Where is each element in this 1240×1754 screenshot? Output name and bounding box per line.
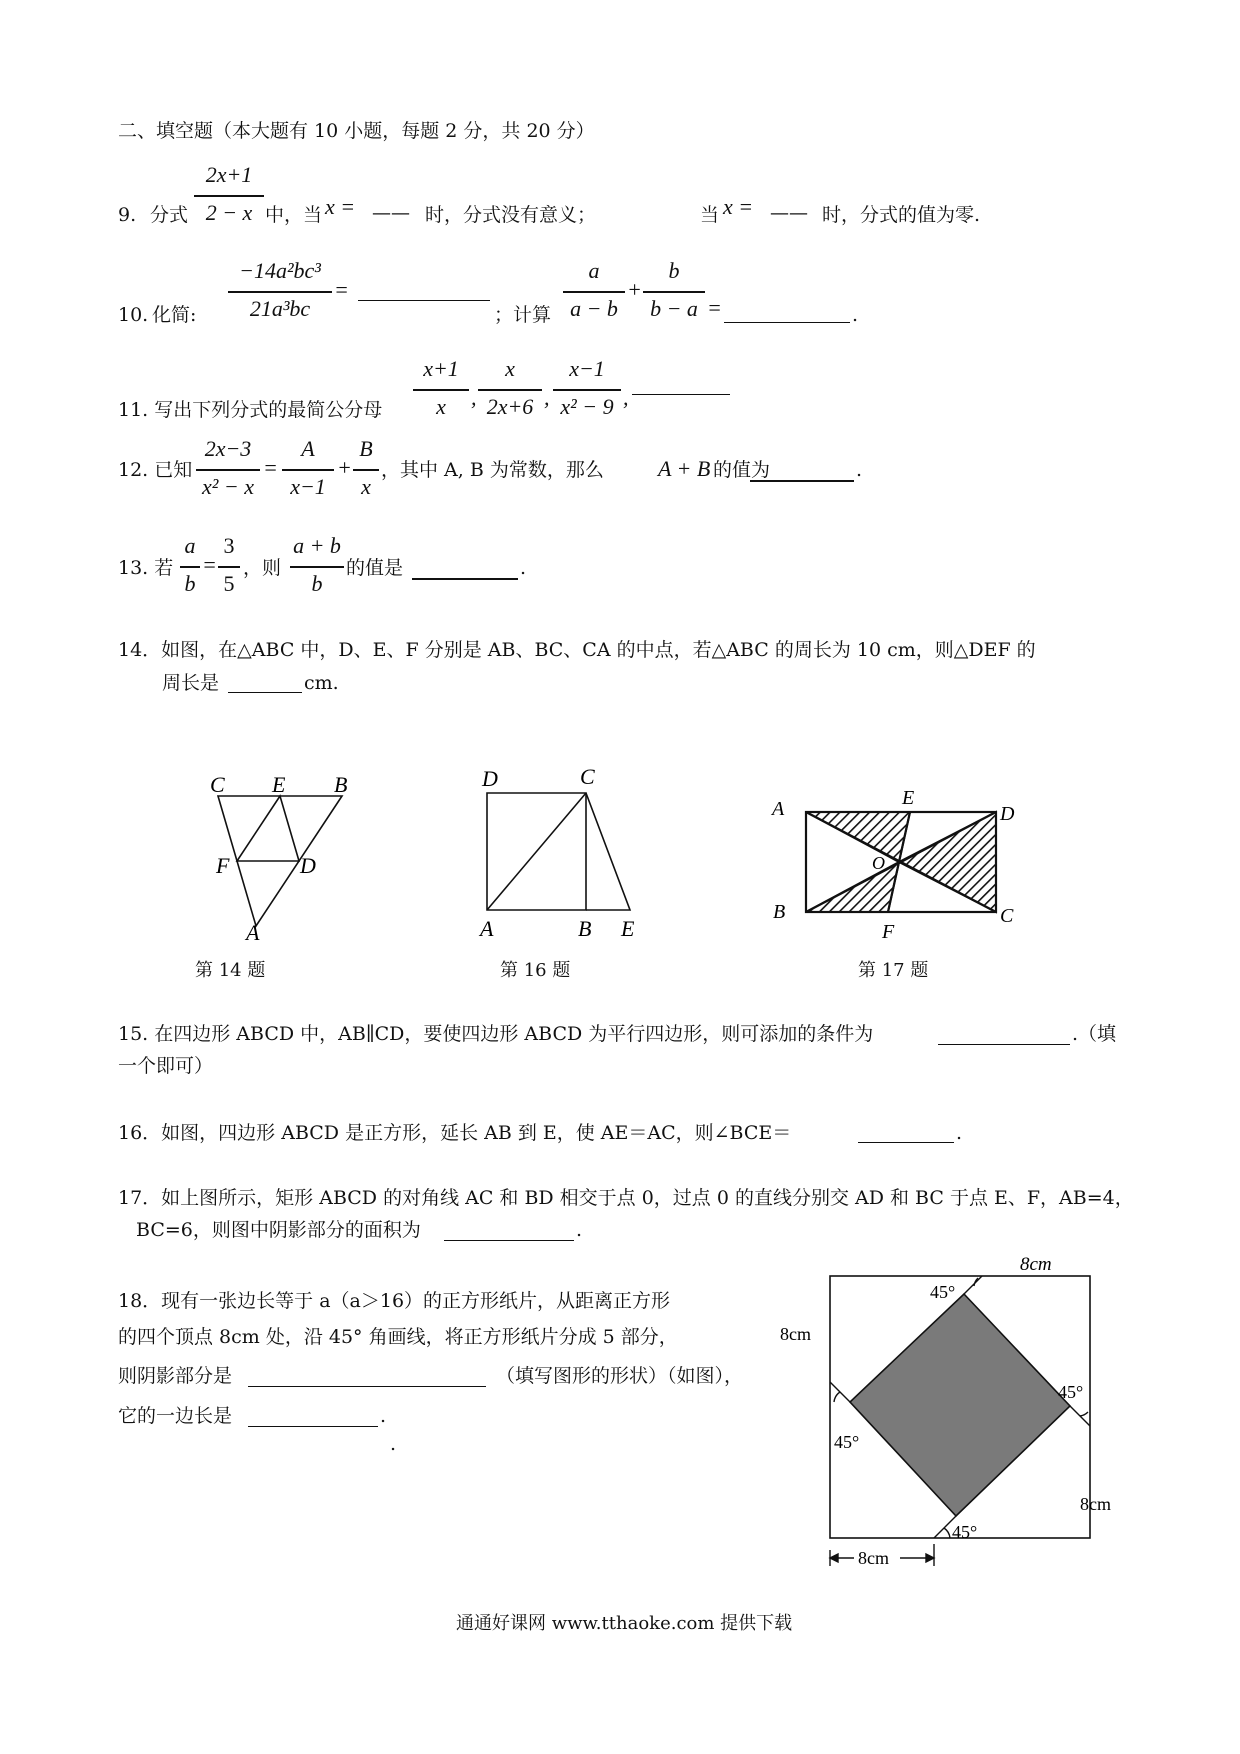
q13-text-2: 的值是	[346, 557, 404, 579]
section-title: 二、填空题（本大题有 10 小题，每题 2 分，共 20 分）	[118, 120, 595, 142]
q16-blank	[858, 1142, 954, 1143]
figure-16-square	[478, 760, 658, 940]
q16-text: 16．如图，四边形 ABCD 是正方形，延长 AB 到 E，使 AE＝AC，则∠BCE＝	[118, 1122, 792, 1144]
q13-equals: =	[202, 552, 217, 577]
q10-blank-1	[358, 300, 490, 301]
q9-blank-2: ——	[770, 202, 808, 224]
q12-end: .	[856, 459, 863, 481]
q11-fraction-1	[413, 354, 469, 430]
q13-fraction-1-numerator: a	[184, 533, 196, 558]
q12-fraction-3-denominator: x	[361, 474, 371, 499]
q14-line-2-pre: 周长是	[162, 672, 220, 694]
q11-fraction-1-numerator: x+1	[423, 356, 459, 381]
q9-fraction-denominator: 2 − x	[205, 200, 253, 225]
q12-label: 12. 已知	[118, 459, 193, 481]
q9-x-equals-1: x =	[325, 194, 356, 219]
q11-comma-3: ,	[623, 385, 629, 410]
fig17-label-f: F	[882, 921, 895, 942]
q13-label: 13. 若	[118, 557, 174, 579]
q13-fraction-1-denominator: b	[184, 571, 196, 596]
q9-blank-1: ——	[372, 202, 410, 224]
q9-fraction-numerator: 2x+1	[205, 162, 253, 187]
q10-fraction-3-bar	[643, 291, 705, 293]
q15-line-1-post: .（填	[1072, 1023, 1117, 1045]
fig14-label-e: E	[272, 772, 286, 797]
q16-end: .	[956, 1122, 963, 1144]
fig14-caption: 第 14 题	[195, 960, 266, 981]
fig18-left-label: 8cm	[780, 1324, 811, 1344]
q12-fraction-3-numerator: B	[359, 436, 373, 461]
q13-fraction-1	[180, 531, 200, 607]
q14-line-1: 14．如图，在△ABC 中，D、E、F 分别是 AB、BC、CA 的中点，若△ABC 的周长为 10 cm，则△DEF 的	[118, 639, 1036, 661]
figure-14-triangle	[200, 770, 370, 940]
q12-plus: +	[337, 455, 352, 480]
q11-fraction-3-denominator: x² − 9	[560, 394, 614, 419]
fig16-label-e: E	[621, 916, 635, 940]
fig17-label-e: E	[902, 787, 915, 809]
q13-blank	[412, 578, 518, 580]
q10-equals: =	[334, 277, 349, 302]
q17-line-2-post: .	[576, 1219, 583, 1241]
q18-stray-dot: .	[390, 1433, 397, 1455]
q10-fraction-2	[563, 256, 625, 332]
q13-fraction-3-denominator: b	[311, 571, 323, 596]
q9-text-1: 时，分式没有意义；	[425, 204, 597, 226]
q10-plus: +	[627, 277, 642, 302]
q10-fraction-3	[643, 256, 705, 332]
figure-18-square-paper	[780, 1250, 1120, 1580]
q11-fraction-1-bar	[413, 389, 469, 391]
q11-fraction-2-bar	[478, 389, 542, 391]
q12-fraction-2-numerator: A	[301, 436, 315, 461]
q10-fraction-3-denominator: b − a	[650, 296, 698, 321]
q18-line-2: 的四个顶点 8cm 处，沿 45° 角画线，将正方形纸片分成 5 部分，	[118, 1326, 678, 1348]
fig17-label-d: D	[1000, 803, 1015, 825]
q11-fraction-3-numerator: x−1	[569, 356, 605, 381]
fig14-label-c: C	[210, 772, 225, 797]
q17-line-1: 17．如上图所示，矩形 ABCD 的对角线 AC 和 BD 相交于点 0，过点 0 的直线分别交 AD 和 BC 于点 E、F，AB=4，	[118, 1187, 1134, 1209]
q10-blank-2	[724, 322, 850, 323]
q12-fraction-1-denominator: x² − x	[202, 474, 254, 499]
q12-fraction-3-bar	[353, 469, 379, 471]
q9-text-2: 时，分式的值为零.	[822, 204, 981, 226]
q15-line-2: 一个即可）	[118, 1055, 214, 1077]
q10-label: 化简:	[152, 304, 197, 326]
q12-text: ，其中 A, B 为常数，那么	[381, 459, 604, 481]
q11-label: 11. 写出下列分式的最简公分母	[118, 399, 383, 421]
q18-line-4-post: .	[380, 1405, 387, 1427]
q11-fraction-2-numerator: x	[505, 356, 515, 381]
q11-fraction-1-denominator: x	[436, 394, 446, 419]
fig14-label-d: D	[300, 853, 316, 878]
q9-fraction-bar	[194, 195, 264, 197]
q10-fraction-1-denominator: 21a³bc	[249, 296, 311, 321]
q12-fraction-1-bar	[196, 469, 260, 471]
q10-fraction-3-numerator: b	[668, 258, 680, 283]
fig18-top-label: 8cm	[1020, 1254, 1052, 1275]
q13-fraction-1-bar	[180, 566, 200, 568]
q18-line-1: 18．现有一张边长等于 a（a＞16）的正方形纸片，从距离正方形	[118, 1290, 671, 1312]
q10-fraction-1-bar	[228, 291, 332, 293]
fig14-label-a: A	[246, 920, 260, 940]
q9-prefix: 分式	[150, 204, 189, 226]
q11-fraction-2	[478, 354, 542, 430]
fig17-label-b: B	[773, 901, 786, 923]
q10-number: 10.	[118, 304, 149, 326]
q11-fraction-3-bar	[553, 389, 621, 391]
fig17-label-a: A	[772, 798, 785, 820]
q11-fraction-2-denominator: 2x+6	[486, 394, 534, 419]
q10-fraction-1-numerator: −14a²bc³	[239, 258, 321, 283]
q12-blank	[750, 480, 854, 482]
q12-fraction-3	[353, 434, 379, 510]
q12-text-2: 的值为	[713, 459, 771, 481]
q13-fraction-3	[290, 531, 344, 607]
fig16-label-d: D	[482, 766, 498, 791]
q9-x-equals-2: x =	[723, 194, 754, 219]
q11-blank	[632, 394, 730, 395]
q9-fraction	[194, 160, 264, 236]
q9-number: 9.	[118, 204, 137, 226]
q18-shape-blank	[248, 1386, 486, 1387]
footer-text: 通通好课网 www.tthaoke.com 提供下载	[456, 1613, 793, 1634]
q9-when: 当	[700, 204, 720, 226]
q13-fraction-3-bar	[290, 566, 344, 568]
q14-blank	[228, 692, 302, 693]
q12-fraction-2	[282, 434, 334, 510]
fig16-label-b: B	[578, 916, 592, 940]
q10-separator: ；计算	[494, 304, 552, 326]
fig18-angle-top: 45°	[930, 1282, 956, 1302]
q17-blank	[444, 1240, 574, 1241]
q12-fraction-1-numerator: 2x−3	[204, 436, 252, 461]
fig18-angle-bottom: 45°	[952, 1522, 978, 1542]
fig16-caption: 第 16 题	[500, 960, 571, 981]
fig17-label-o: O	[872, 853, 885, 873]
q13-fraction-2-bar	[218, 566, 240, 568]
fig16-label-a: A	[480, 916, 494, 940]
q11-fraction-3	[553, 354, 621, 430]
q15-line-1-pre: 15. 在四边形 ABCD 中，AB∥CD，要使四边形 ABCD 为平行四边形，则可添加的条件为	[118, 1023, 874, 1045]
q12-fraction-1	[196, 434, 260, 510]
fig17-caption: 第 17 题	[858, 960, 929, 981]
figure-17-rectangle	[770, 782, 1030, 942]
fig18-angle-right: 45°	[1058, 1382, 1084, 1402]
q13-text: ，则	[243, 557, 282, 579]
q10-fraction-1	[228, 256, 332, 332]
q9-mid-text: 中，当	[265, 204, 323, 226]
q13-fraction-2-numerator: 3	[223, 533, 235, 558]
q13-fraction-3-numerator: a + b	[293, 533, 341, 558]
q13-fraction-2	[218, 531, 240, 607]
q18-line-3-post: （填写图形的形状）（如图），	[496, 1365, 744, 1387]
q10-fraction-2-bar	[563, 291, 625, 293]
q10-end: .	[852, 304, 859, 326]
q10-fraction-2-numerator: a	[588, 258, 600, 283]
q12-equals: =	[263, 455, 278, 480]
q10-fraction-2-denominator: a − b	[570, 296, 618, 321]
fig16-label-c: C	[580, 764, 595, 789]
q12-expression: A + B	[658, 456, 711, 481]
fig18-angle-left: 45°	[834, 1432, 860, 1452]
q18-line-3-pre: 则阴影部分是	[118, 1365, 233, 1387]
fig14-label-f: F	[216, 853, 230, 878]
q13-end: .	[520, 557, 527, 579]
fig18-bottom-label: 8cm	[858, 1548, 889, 1568]
q18-length-blank	[248, 1426, 378, 1427]
q10-equals-2: =	[707, 295, 722, 320]
fig18-shaded-square	[850, 1294, 1070, 1516]
q11-comma-1: ,	[471, 385, 477, 410]
q15-blank	[938, 1044, 1070, 1045]
q18-line-4-pre: 它的一边长是	[118, 1405, 233, 1427]
q17-line-2-pre: BC=6，则图中阴影部分的面积为	[136, 1219, 421, 1241]
fig17-label-c: C	[1000, 905, 1014, 927]
q11-comma-2: ,	[544, 385, 550, 410]
q12-fraction-2-bar	[282, 469, 334, 471]
q14-line-2-post: cm.	[304, 672, 339, 694]
fig18-right-label: 8cm	[1080, 1494, 1111, 1514]
q13-fraction-2-denominator: 5	[223, 571, 235, 596]
fig14-label-b: B	[334, 772, 348, 797]
q12-fraction-2-denominator: x−1	[290, 474, 326, 499]
